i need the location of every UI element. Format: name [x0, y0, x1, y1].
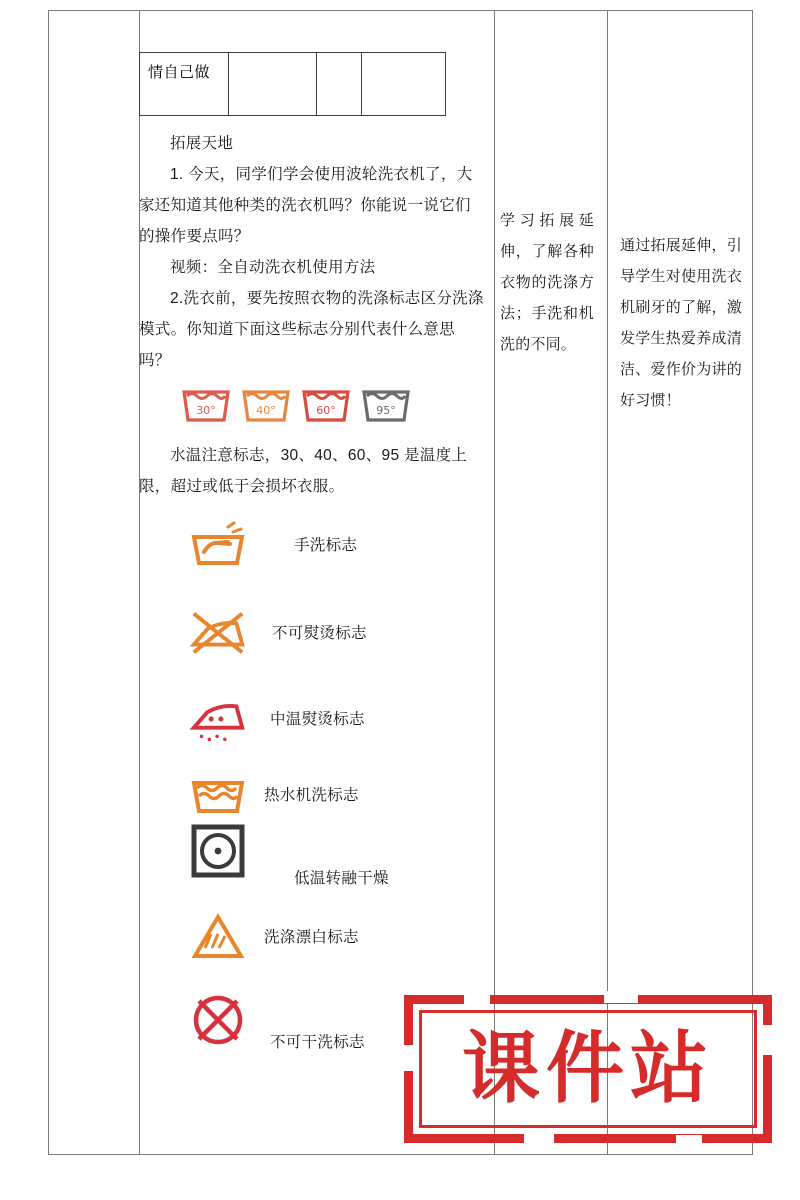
care-symbol-label: 中温熨烫标志 — [270, 711, 365, 728]
temperature-note — [139, 440, 484, 502]
watermark-stamp — [404, 995, 772, 1143]
table-column-divider-2 — [494, 11, 495, 1154]
temperature-symbol-row — [180, 382, 412, 424]
wash-40-icon — [240, 382, 292, 424]
medium-heat-iron-icon — [186, 690, 250, 746]
inner-grid-table — [139, 52, 446, 116]
care-symbol-label: 不可熨烫标志 — [272, 625, 367, 642]
paragraph-temperature: 水温注意标志，30、40、60、95 是温度上限，超过或低于会损坏衣服。 — [139, 447, 468, 495]
svg-text:95°: 95° — [376, 404, 396, 417]
care-symbol-medium-iron — [186, 690, 365, 746]
column-3-note: 学习拓展延伸，了解各种衣物的洗涤方法；手洗和机洗的不同。 — [500, 212, 594, 353]
stamp-text: 课件站 — [461, 1024, 714, 1114]
inner-grid-divider-a — [228, 53, 229, 115]
svg-text:30°: 30° — [196, 404, 216, 417]
inner-grid-divider-b — [316, 53, 317, 115]
do-not-dry-clean-icon — [186, 990, 250, 1050]
care-symbol-label: 手洗标志 — [294, 537, 358, 554]
care-symbol-hot-machine-wash — [186, 766, 359, 822]
care-symbol-tumble-dry — [186, 820, 389, 887]
hand-wash-icon — [186, 516, 250, 572]
care-symbol-label: 热水机洗标志 — [264, 787, 359, 804]
wash-60-icon — [300, 382, 352, 424]
low-heat-tumble-dry-icon — [186, 820, 250, 882]
care-symbol-label: 洗涤漂白标志 — [264, 929, 359, 946]
table-column-divider-3 — [607, 11, 608, 1154]
do-not-iron-icon — [186, 604, 250, 660]
paragraph-2: 2.洗衣前，要先按照衣物的洗涤标志区分洗涤模式。你知道下面这些标志分别代表什么意思吗？ — [139, 290, 484, 369]
paragraph-1: 1. 今天，同学们学会使用波轮洗衣机了，大家还知道其他种类的洗衣机吗？你能说一说它们的操作要点吗？ — [139, 166, 473, 245]
wash-30-icon — [180, 382, 232, 424]
care-symbol-hand-wash — [186, 516, 357, 572]
wash-95-icon — [360, 382, 412, 424]
paragraph-video: 视频：全自动洗衣机使用方法 — [170, 259, 376, 276]
inner-grid-cell-text: 情自己做 — [148, 64, 211, 81]
section-heading: 拓展天地 — [170, 135, 234, 152]
care-symbol-do-not-iron — [186, 604, 367, 660]
column-4-note: 通过拓展延伸，引导学生对使用洗衣机刷牙的了解，激发学生热爱养成清洁、爱作价为讲的好习惯！ — [620, 237, 742, 409]
svg-text:40°: 40° — [256, 404, 276, 417]
care-symbol-bleach — [186, 908, 359, 964]
svg-text:60°: 60° — [316, 404, 336, 417]
care-symbol-label: 低温转融干燥 — [294, 870, 389, 887]
care-symbol-label: 不可干洗标志 — [270, 1034, 365, 1051]
hot-machine-wash-icon — [186, 766, 250, 822]
bleach-icon — [186, 908, 250, 964]
care-symbol-do-not-dry-clean — [186, 990, 365, 1050]
inner-grid-divider-c — [361, 53, 362, 115]
main-content-column — [139, 128, 484, 376]
